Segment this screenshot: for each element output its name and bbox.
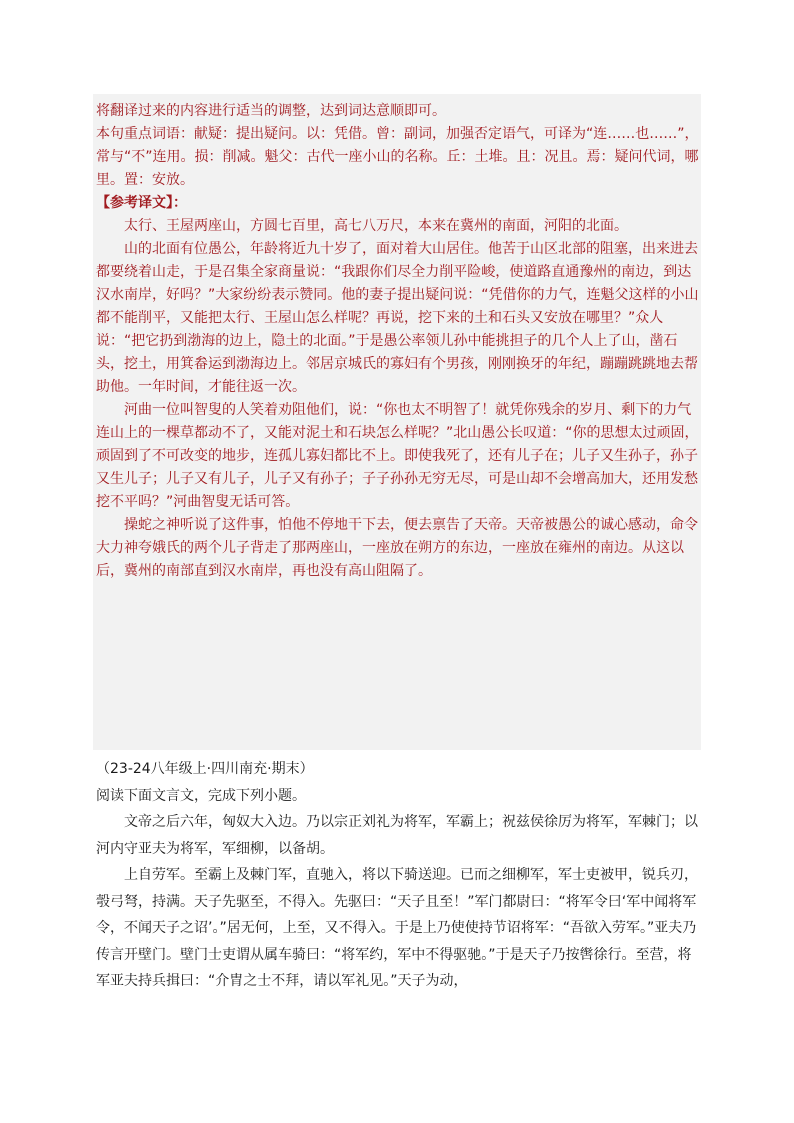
key-words-note: 本句重点词语：献疑：提出疑问。以：凭借。曾：副词，加强否定语气，可译为“连……也……”，常与“不”连用。损：削减。魁父：古代一座小山的名称。丘：土堆。且：况且。焉：疑问代词，哪里。置：安放。 (96, 126, 699, 188)
translation-note: 将翻译过来的内容进行适当的调整，达到词达意顺即可。 (96, 103, 446, 119)
answer-explanation (96, 100, 700, 583)
question-section (96, 756, 702, 995)
question-instruction: 阅读下面文言文，完成下列小题。 (96, 787, 306, 804)
question-source: （23-24八年级上·四川南充·期末） (96, 761, 314, 777)
translation-paragraph-4: 操蛇之神听说了这件事，怕他不停地干下去，便去禀告了天帝。天帝被愚公的诚心感动，命令大力神夸娥氏的两个儿子背走了那两座山，一座放在朔方的东边，一座放在雍州的南边。从这以后，冀州的南部直到汉水南岸，再也没有高山阻隔了。 (96, 517, 698, 579)
translation-paragraph-3: 河曲一位叫智叟的人笑着劝阻他们，说：“你也太不明智了！就凭你残余的岁月、剩下的力气连山上的一棵草都动不了，又能对泥土和石块怎么样呢？”北山愚公长叹道：“你的思想太过顽固，顽固到了不可改变的地步，连孤儿寡妇都比不上。即使我死了，还有儿子在；儿子又生孙子，孙子又生儿子；儿子又有儿子，儿子又有孙子；子子孙孙无穷无尽，可是山却不会增高加大，还用发愁挖不平吗？”河曲智叟无话可答。 (96, 402, 699, 510)
translation-paragraph-1: 太行、王屋两座山，方圆七百里，高七八万尺，本来在冀州的南面，河阳的北面。 (124, 218, 628, 234)
translation-paragraph-2: 山的北面有位愚公，年龄将近九十岁了，面对着大山居住。他苦于山区北部的阻塞，出来进去都要绕着山走，于是召集全家商量说：“我跟你们尽全力削平险峻，使道路直通豫州的南边，到达汉水南岸，好吗？”大家纷纷表示赞同。他的妻子提出疑问说：“凭借你的力气，连魁父这样的小山都不能削平，又能把太行、王屋山怎么样呢？再说，挖下来的土和石头又安放在哪里？”众人说：“把它扔到渤海的边上，隐土的北面。”于是愚公率领儿孙中能挑担子的几个人上了山，凿石头，挖土，用箕畚运到渤海边上。邻居京城氏的寡妇有个男孩，刚刚换牙的年纪，蹦蹦跳跳地去帮助他。一年时间，才能往返一次。 (96, 241, 699, 395)
reference-translation-heading: 【参考译文】： (96, 195, 187, 211)
classical-text-paragraph-1: 文帝之后六年，匈奴大入边。乃以宗正刘礼为将军，军霸上；祝兹侯徐厉为将军，军棘门；以河内守亚夫为将军，军细柳，以备胡。 (96, 814, 698, 857)
classical-text-paragraph-2: 上自劳军。至霸上及棘门军，直驰入，将以下骑送迎。已而之细柳军，军士吏被甲，锐兵刃，彀弓弩，持满。天子先驱至，不得入。先驱曰：“天子且至！”军门都尉曰：“将军令曰‘军中闻将军令，不闻天子之诏’。”居无何，上至，又不得入。于是上乃使使持节诏将军：“吾欲入劳军。”亚夫乃传言开壁门。壁门士吏谓从属车骑曰：“将军约，军中不得驱驰。”于是天子乃按辔徐行。至营，将军亚夫持兵揖曰：“介胄之士不拜，请以军礼见。”天子为动， (96, 867, 698, 989)
